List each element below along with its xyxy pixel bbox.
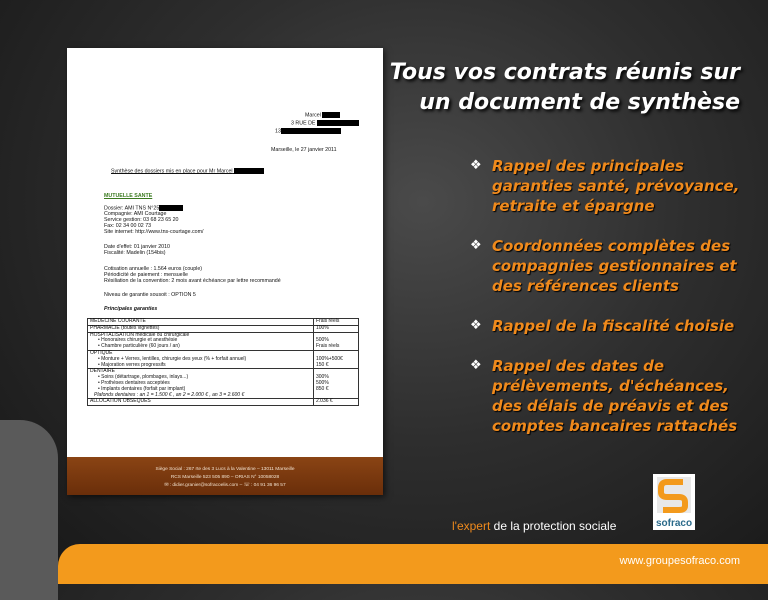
doc-addr1: Marcel (305, 112, 340, 119)
doc-line: Compagnie: AMI Courtage (104, 211, 167, 217)
doc-section-title: MUTUELLE SANTE (104, 193, 153, 199)
bullet-list (470, 156, 755, 456)
table-row: PHARMACIE (toutes vignettes) 100% (88, 325, 359, 332)
doc-date: Marseille, le 27 janvier 2011 (271, 147, 337, 153)
svg-text:sofraco: sofraco (655, 518, 693, 529)
table-row: MEDECINE COURANTE Frais réels (88, 319, 359, 326)
diamond-bullet-icon: ❖ (470, 158, 482, 173)
document-thumbnail (67, 48, 383, 495)
table-row: ALLOCATION OBSEQUES 2.036 € (88, 399, 359, 406)
doc-line: Cotisation annuelle : 1.564 euros (couple) (104, 266, 203, 272)
doc-line: Dossier: AMI TNS N°25 (104, 205, 183, 212)
diamond-bullet-icon: ❖ (470, 238, 482, 253)
doc-line: Résiliation de la convention: 2 mois avant échéance par lettre recommandé (104, 278, 281, 284)
table-row: HOSPITALISATION médicale ou chirurgicale • Honoraires chirurgie et anesthésie • Chambre particulière (60 jours / an) 500% Frais réels (88, 332, 359, 350)
bullet-item: ❖ Rappel des dates de prélèvements, d'échéances, des délais de préavis et des comptes bancaires rattachés (470, 357, 738, 435)
doc-line: Service gestion: 03 68 23 65 20 (104, 217, 179, 223)
doc-line: Date d'effet: 01 janvier 2010 (104, 244, 170, 250)
doc-addr3: 13 (275, 128, 341, 135)
doc-line: Fax: 02 34 00 02 73 (104, 223, 152, 229)
doc-garanties-title: Principales garanties (104, 306, 158, 312)
left-decorative-tab (0, 420, 58, 600)
doc-subject: Synthèse des dossiers mis en place pour Mr Marcel (111, 168, 264, 175)
doc-footer: Siège Social : 267 rte des 3 Lucs à la Valentine – 13011 Marseille RCS Marseille 523 505 890 – ORIAS N° 10058028 ✉ : didier.granier@sofracoelis.com – ☏ : 04 91 36 96 57 (67, 457, 383, 495)
tagline: l'expert de la protection sociale (452, 519, 617, 533)
doc-line: Site internet: http://www.tns-courtage.com/ (104, 229, 204, 235)
doc-level: Niveau de garantie sousoit : OPTION 5 (104, 292, 196, 298)
garanties-table (87, 318, 359, 406)
bullet-item: ❖ Rappel des principales garanties santé, prévoyance, retraite et épargne (470, 157, 740, 215)
sofraco-logo (653, 474, 695, 530)
table-row: OPTIQUE • Monture + Verres, lentilles, chirurgie des yeux (% + forfait annuel) • Majoration verres progressifs 100%+500€ 150 € (88, 350, 359, 368)
diamond-bullet-icon: ❖ (470, 358, 482, 373)
doc-line: Fiscalité: Madelin (154bis) (104, 250, 166, 256)
doc-addr2: 3 RUE DE (291, 120, 359, 127)
website-link[interactable]: www.groupesofraco.com (619, 555, 740, 567)
slide-title: Tous vos contrats réunis sur un document de synthèse (389, 60, 740, 115)
diamond-bullet-icon: ❖ (470, 318, 482, 333)
bullet-item: ❖ Coordonnées complètes des compagnies gestionnaires et des références clients (470, 237, 737, 295)
doc-line: Périodicité de paiement : mensuelle (104, 272, 188, 278)
table-row: DENTAIRE • Soins (détartrage, plombages, inlays...) • Prothèses dentaires acceptées • Implants dentaires (forfait par implant) Plafonds dentaires : an 1 = 1.500 € , an 2 = 2.000 € , an 3 = 2.600 € 300% 500% 850 € (88, 369, 359, 399)
bullet-item: ❖ Rappel de la fiscalité choisie (470, 317, 735, 335)
